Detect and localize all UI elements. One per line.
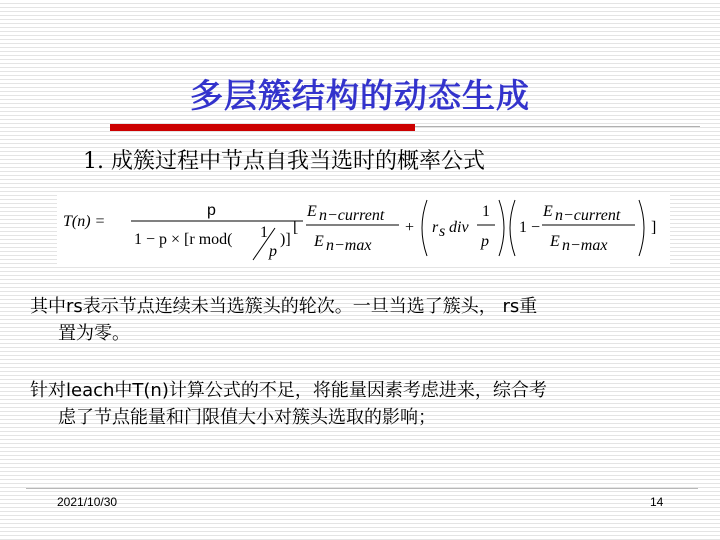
page-number: 14	[650, 495, 664, 509]
formula-open-bracket: [	[293, 219, 299, 236]
title-underline-gray	[415, 126, 700, 127]
formula-frac2-den: E	[314, 233, 324, 250]
paragraph-1-line-1: 其中rs表示节点连续未当选簇头的轮次。一旦当选了簇头， rs重	[30, 296, 538, 317]
paragraph-leach-improvement	[30, 377, 702, 431]
paragraph-1-line-2: 置为零。	[58, 323, 130, 344]
formula-lhs: T(n) =	[63, 213, 106, 230]
formula-frac1-den: p	[269, 243, 277, 260]
subheading: 1. 成簇过程中节点自我当选时的概率公式	[83, 149, 485, 174]
formula-close-bracket: ]	[651, 219, 657, 236]
formula-div: div	[449, 219, 469, 236]
paragraph-2-line-2: 虑了节点能量和门限值大小对簇头选取的影响；	[58, 407, 436, 428]
slide-title: 多层簇结构的动态生成	[190, 76, 530, 115]
formula-denominator: 1 − p × [r mod(	[134, 231, 233, 248]
formula-paren-right-1	[499, 200, 504, 256]
formula-close-paren: )]	[280, 231, 291, 248]
formula	[57, 192, 670, 264]
formula-frac3-den: p	[481, 233, 489, 250]
formula-frac4-den: E	[550, 233, 560, 250]
formula-frac4-num-sub: n−current	[555, 207, 621, 224]
formula-rs-sub: s	[439, 223, 446, 240]
formula-frac1-num: 1	[260, 224, 268, 241]
formula-paren-right-2	[639, 200, 644, 256]
formula-frac2-num-sub: n−current	[319, 207, 385, 224]
formula-paren-left-2	[510, 200, 515, 256]
formula-rs: r	[432, 219, 439, 236]
formula-one-minus: 1 −	[519, 219, 541, 236]
formula-frac3-num: 1	[482, 203, 490, 220]
paragraph-2-line-1: 针对leach中T(n)计算公式的不足，将能量因素考虑进来，综合考	[30, 380, 547, 401]
footer-rule	[26, 488, 698, 489]
formula-paren-left-1	[422, 200, 427, 256]
formula-frac2-den-sub: n−max	[326, 237, 372, 254]
paragraph-rs-definition	[30, 293, 702, 347]
formula-frac2-num: E	[307, 203, 317, 220]
title-underline-red	[110, 124, 415, 131]
formula-frac4-den-sub: n−max	[562, 237, 608, 254]
formula-frac4-num: E	[543, 203, 553, 220]
formula-plus: +	[405, 219, 415, 236]
footer-date: 2021/10/30	[57, 495, 118, 509]
formula-numerator-p: p	[207, 202, 216, 219]
